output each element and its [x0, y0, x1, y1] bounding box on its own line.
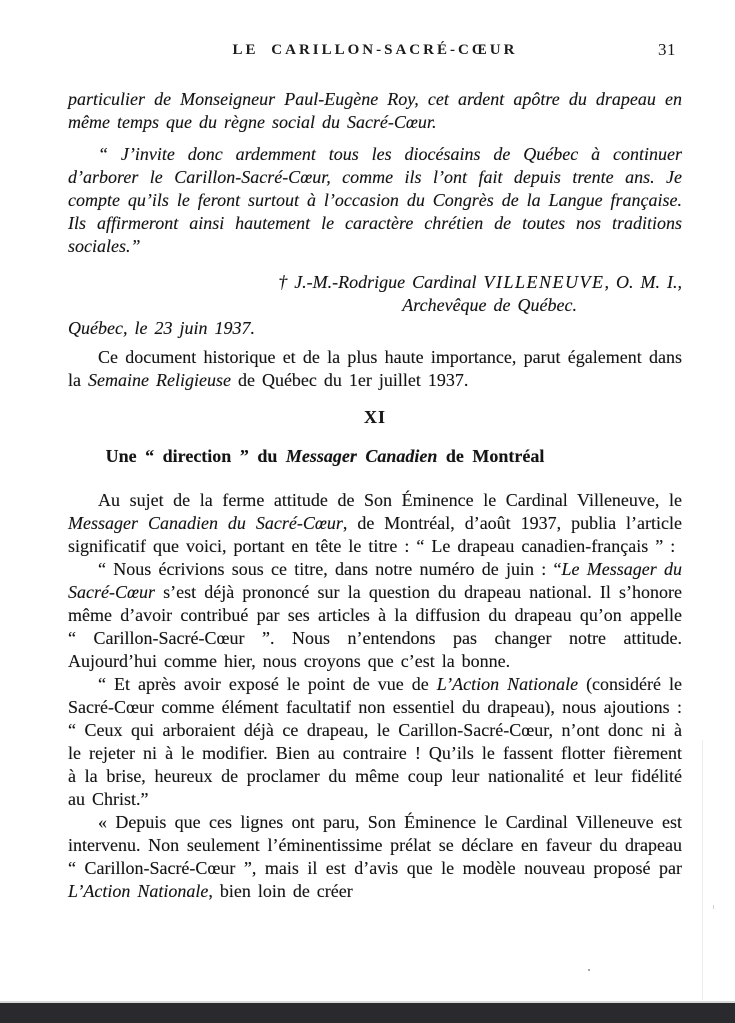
paragraph-invite-quote: “ J’invite donc ardemment tous les diocésains de Québec à continuer d’arborer le Carillon-Sacré-Cœur, comme ils l’ont fait depuis trente ans. Je compte qu’ils le feront surtout à l’occasion du Congrès de la Langue française. Ils affirmeront ainsi hautement le caractère chrétien de toutes nos traditions sociales.”	[68, 144, 682, 256]
signature-line	[68, 271, 682, 294]
signature-name: VILLENEUVE	[483, 272, 605, 292]
body-p4-journal: L’Action Nationale	[68, 881, 209, 901]
paragraph-continuation: particulier de Monseigneur Paul-Eugène Roy, cet ardent apôtre du drapeau en même temps que du règne social du Sacré-Cœur.	[68, 89, 682, 132]
heading-pre: Une “ direction ” du	[105, 446, 286, 466]
body-p3-journal: L’Action Nationale	[436, 674, 579, 694]
note-pre: Ce document historique et de la plus haute importance, parut également dans la	[68, 347, 682, 390]
body-p2-journal: Le Messager du Sacré-Cœur	[68, 559, 682, 602]
dateline: Québec, le 23 juin 1937.	[68, 318, 255, 338]
body-p2-post: s’est déjà prononcé sur la question du drapeau national. Il s’honore même d’avoir contribué par ses articles à la diffusion du drapeau qu’on appelle “ Carillon-Sacré-Cœur ”. Nous n’entendons pas changer notre attitude. Aujourd’hui comme hier, nous croyons que c’est la bonne.	[68, 582, 682, 671]
note-post: de Québec du 1er juillet 1937.	[230, 370, 469, 390]
body-paragraph	[68, 673, 682, 811]
heading-post: de Montréal	[437, 446, 545, 466]
body-p1-post: , de Montréal, d’août 1937, publia l’article significatif que voici, portant en tête le titre : “ Le drapeau canadien-français ” :	[68, 513, 683, 556]
body-p1-journal: Messager Canadien du Sacré-Cœur	[68, 513, 343, 533]
signature-pre: † J.-M.-Rodrigue Cardinal	[278, 272, 484, 292]
body-paragraph	[68, 811, 682, 903]
body-p4-pre: « Depuis que ces lignes ont paru, Son Éminence le Cardinal Villeneuve est intervenu. Non seulement l’éminentissime prélat se déclare en faveur du drapeau “ Carillon-Sacré-Cœur ”, mais il est d’avis que le modèle nouveau proposé par	[68, 812, 682, 878]
running-header	[68, 0, 682, 58]
running-title: LE CARILLON-SACRÉ-CŒUR	[232, 42, 518, 58]
body-p2-pre: “ Nous écrivions sous ce titre, dans notre numéro de juin : “	[98, 559, 562, 579]
scan-edge-artifact	[702, 740, 703, 1000]
body-p3-pre: “ Et après avoir exposé le point de vue de	[98, 674, 437, 694]
scan-speck	[588, 969, 590, 971]
note-journal-name: Semaine Religieuse	[88, 370, 231, 390]
section-number: XI	[363, 407, 386, 427]
section-heading	[68, 445, 682, 468]
body-paragraph	[68, 558, 682, 673]
scan-speck	[713, 905, 714, 909]
body-p3-post: (considéré le Sacré-Cœur comme élément facultatif non essentiel du drapeau), nous ajoutions : “ Ceux qui arboraient déjà ce drapeau, le Carillon-Sacré-Cœur, n’ont donc ni à le rejeter ni à le modifier. Bien au contraire ! Qu’ils le fassent flotter fièrement à la brise, heureux de proclamer du même coup leur nationalité et leur fidélité au Christ.”	[68, 674, 683, 809]
signature-post: , O. M. I.,	[604, 272, 682, 292]
body-p1-pre: Au sujet de la ferme attitude de Son Éminence le Cardinal Villeneuve, le	[98, 490, 682, 510]
body-p4-post: , bien loin de créer	[208, 881, 353, 901]
signature-title: Archevêque de Québec.	[402, 295, 577, 315]
body-paragraph	[68, 489, 682, 558]
scan-bottom-bar	[0, 1003, 735, 1023]
paragraph-note	[68, 346, 682, 392]
page-number: 31	[658, 40, 676, 59]
heading-journal-name: Messager Canadien	[285, 446, 438, 466]
text-block	[68, 0, 682, 903]
